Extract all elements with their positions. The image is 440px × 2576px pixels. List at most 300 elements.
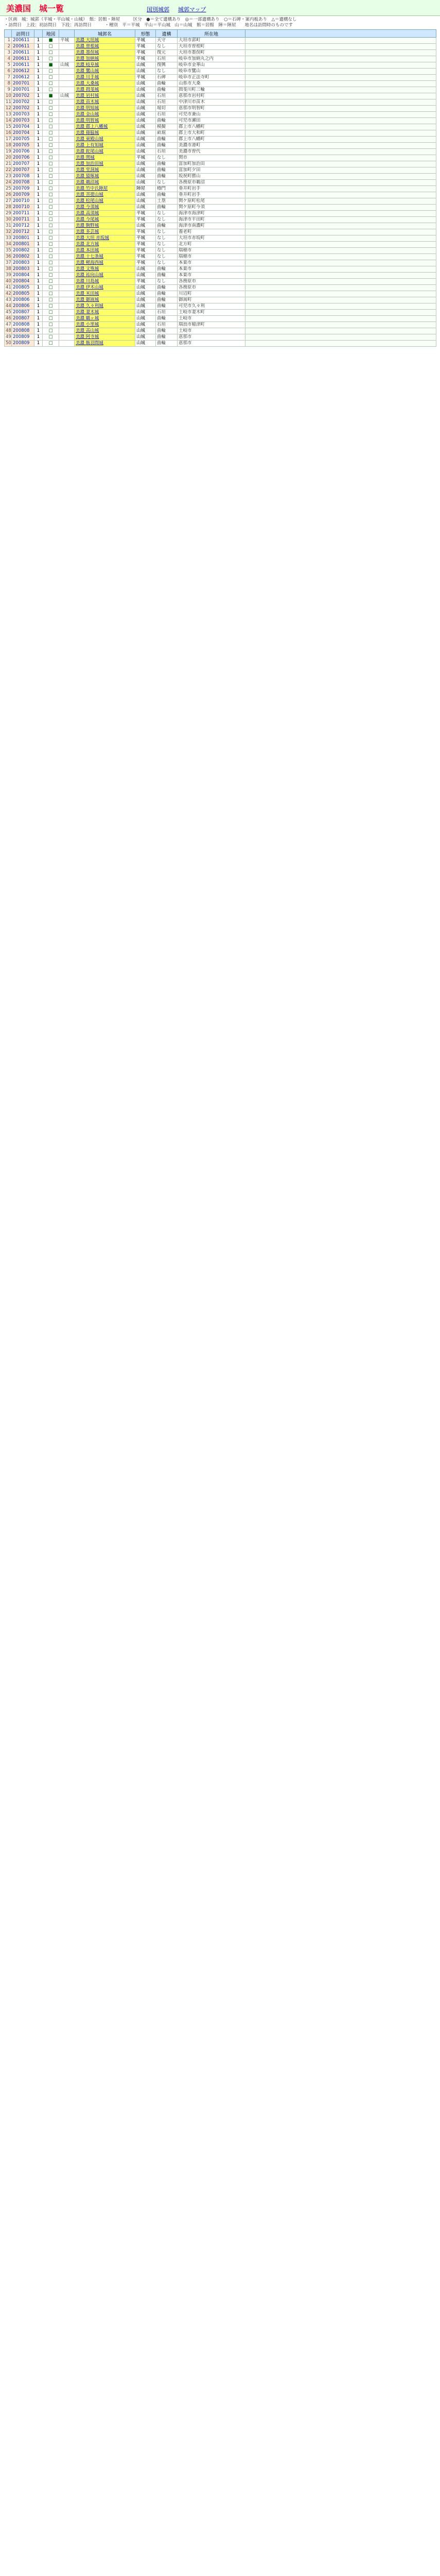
map-marker-icon[interactable]: □ — [43, 235, 59, 242]
map-marker-icon[interactable]: □ — [43, 69, 59, 75]
row-number: 28 — [5, 205, 12, 211]
extra-cell — [245, 93, 436, 99]
castle-name-link[interactable]: 美濃 今須城 — [75, 205, 135, 211]
map-marker-icon[interactable]: □ — [43, 106, 59, 112]
castle-name-link[interactable]: 美濃 大垣城 — [75, 38, 135, 44]
castle-name-link[interactable]: 美濃 川手城 — [75, 75, 135, 81]
castle-name-link[interactable]: 美濃 鷺山城 — [75, 69, 135, 75]
table-row — [5, 149, 436, 155]
castle-type: 山城 — [135, 316, 156, 322]
remains-cell: なし — [156, 248, 178, 254]
page-title: 美濃国 城一覧 — [6, 4, 64, 13]
table-row — [5, 285, 436, 291]
version-cell: 1 — [34, 38, 43, 44]
castle-type: 平城 — [135, 248, 156, 254]
castle-name-link[interactable]: 美濃 軽海西城 — [75, 260, 135, 266]
remains-cell: 曲輪 — [156, 273, 178, 279]
version-cell: 1 — [34, 205, 43, 211]
table-row — [5, 248, 436, 254]
map-marker-icon[interactable]: □ — [43, 310, 59, 316]
castle-name-link[interactable]: 美濃 猿啄城 — [75, 174, 135, 180]
map-marker-icon[interactable]: □ — [43, 217, 59, 223]
castle-type: 山城 — [135, 291, 156, 297]
extra-cell — [245, 223, 436, 229]
map-marker-icon[interactable]: □ — [43, 297, 59, 303]
version-cell: 1 — [34, 56, 43, 62]
table-row — [5, 44, 436, 50]
castle-name-link[interactable]: 美濃 小里城 — [75, 322, 135, 328]
table-row — [5, 273, 436, 279]
row-number: 8 — [5, 81, 12, 87]
category-cell — [59, 143, 75, 149]
row-number: 43 — [5, 297, 12, 303]
remains-cell: 石垣 — [156, 93, 178, 99]
version-cell: 1 — [34, 124, 43, 130]
extra-cell — [245, 167, 436, 174]
row-number: 37 — [5, 260, 12, 266]
castle-name-link[interactable]: 美濃 墨俣城 — [75, 50, 135, 56]
category-cell — [59, 180, 75, 186]
location-cell: 郡上市八幡町 — [178, 137, 245, 143]
castle-name-link[interactable]: 美濃 竹中氏陣屋 — [75, 186, 135, 192]
remains-cell: 曲輪 — [156, 87, 178, 93]
castle-type: 山城 — [135, 205, 156, 211]
table-row — [5, 161, 436, 167]
castle-name-link[interactable]: 美濃 本田城 — [75, 248, 135, 254]
castle-name-link[interactable]: 美濃 鉈尾山城 — [75, 149, 135, 155]
category-cell — [59, 303, 75, 310]
category-cell — [59, 161, 75, 167]
extra-cell — [245, 143, 436, 149]
extra-cell — [245, 44, 436, 50]
castle-name-link[interactable]: 美濃 松尾山城 — [75, 198, 135, 205]
visit-date: 200706 — [12, 149, 34, 155]
castle-type: 山城 — [135, 223, 156, 229]
visit-date: 200611 — [12, 50, 34, 56]
visit-date: 200807 — [12, 316, 34, 322]
remains-cell: 曲輪 — [156, 174, 178, 180]
map-marker-icon[interactable]: ■ — [43, 38, 59, 44]
location-cell: 岐阜市金華山 — [178, 62, 245, 69]
extra-cell — [245, 205, 436, 211]
version-cell: 1 — [34, 50, 43, 56]
visit-date: 200611 — [12, 44, 34, 50]
map-marker-icon[interactable]: □ — [43, 174, 59, 180]
category-cell — [59, 186, 75, 192]
visit-date: 200808 — [12, 322, 34, 328]
remains-cell: 曲輪 — [156, 341, 178, 347]
map-marker-icon[interactable]: □ — [43, 334, 59, 341]
extra-cell — [245, 75, 436, 81]
castle-name-link[interactable]: 美濃 今尾城 — [75, 217, 135, 223]
remains-cell: 石碑 — [156, 75, 178, 81]
map-marker-icon[interactable]: □ — [43, 130, 59, 137]
extra-cell — [245, 328, 436, 334]
remains-cell: なし — [156, 279, 178, 285]
row-number: 10 — [5, 93, 12, 99]
category-cell — [59, 297, 75, 303]
location-cell: 各務原市鵜沼 — [178, 180, 245, 186]
remains-cell: 土塁 — [156, 198, 178, 205]
castle-name-link[interactable]: 美濃 加納城 — [75, 56, 135, 62]
castle-name-link[interactable]: 美濃 関城 — [75, 155, 135, 161]
remains-cell: なし — [156, 260, 178, 266]
version-cell: 1 — [34, 180, 43, 186]
table-row — [5, 56, 436, 62]
version-cell: 1 — [34, 93, 43, 99]
remains-cell: なし — [156, 229, 178, 235]
visit-date: 200707 — [12, 167, 34, 174]
location-cell: 関ケ原町今須 — [178, 205, 245, 211]
extra-cell — [245, 260, 436, 266]
castle-name-link[interactable]: 美濃 揖斐城 — [75, 87, 135, 93]
castle-type: 平城 — [135, 235, 156, 242]
castle-name-link[interactable]: 美濃 苗木城 — [75, 99, 135, 106]
row-number: 3 — [5, 50, 12, 56]
table-row — [5, 341, 436, 347]
castle-name-link[interactable]: 美濃 米田城 — [75, 291, 135, 297]
castle-type: 平城 — [135, 75, 156, 81]
nav-link-prefecture-castles[interactable]: 国別城郭 — [147, 6, 169, 13]
version-cell: 1 — [34, 211, 43, 217]
map-marker-icon[interactable]: □ — [43, 229, 59, 235]
map-marker-icon[interactable]: □ — [43, 87, 59, 93]
castle-type: 山城 — [135, 341, 156, 347]
location-cell: 関市 — [178, 155, 245, 161]
table-row — [5, 112, 436, 118]
version-cell: 1 — [34, 75, 43, 81]
table-row — [5, 217, 436, 223]
category-cell — [59, 192, 75, 198]
map-marker-icon[interactable]: □ — [43, 223, 59, 229]
location-cell: 岐阜市正法寺町 — [178, 75, 245, 81]
category-cell — [59, 137, 75, 143]
castle-name-link[interactable]: 美濃 岩村城 — [75, 93, 135, 99]
map-marker-icon[interactable]: □ — [43, 180, 59, 186]
category-cell — [59, 124, 75, 130]
castle-name-link[interactable]: 美濃 妻木城 — [75, 310, 135, 316]
map-marker-icon[interactable]: ■ — [43, 93, 59, 99]
table-row — [5, 155, 436, 161]
map-marker-icon[interactable]: □ — [43, 99, 59, 106]
map-marker-icon[interactable]: □ — [43, 279, 59, 285]
legend-line-2: ・訪問日 上段：初訪問日 下段：再訪問日 ・種別 平＝平城 平山＝平山城 山＝山城 館＝居館 陣＝陣屋 地名は訪問時のものです — [4, 23, 293, 28]
map-marker-icon[interactable]: □ — [43, 341, 59, 347]
castle-name-link[interactable]: 美濃 十七条城 — [75, 254, 135, 260]
location-cell: 土岐市妻木町 — [178, 310, 245, 316]
extra-cell — [245, 81, 436, 87]
table-row — [5, 124, 436, 130]
castle-name-link[interactable]: 美濃 堂洞城 — [75, 167, 135, 174]
castle-name-link[interactable]: 美濃 上有知城 — [75, 143, 135, 149]
category-cell — [59, 167, 75, 174]
extra-cell — [245, 266, 436, 273]
remains-cell: 曲輪 — [156, 161, 178, 167]
map-marker-icon[interactable]: □ — [43, 205, 59, 211]
castle-name-link[interactable]: 美濃 郡上八幡城 — [75, 124, 135, 130]
category-cell — [59, 50, 75, 56]
table-row — [5, 291, 436, 297]
extra-cell — [245, 62, 436, 69]
map-marker-icon[interactable]: □ — [43, 118, 59, 124]
extra-cell — [245, 38, 436, 44]
castle-name-link[interactable]: 美濃 明智城 — [75, 118, 135, 124]
version-cell: 1 — [34, 87, 43, 93]
category-cell — [59, 174, 75, 180]
map-marker-icon[interactable]: □ — [43, 112, 59, 118]
castle-type: 平城 — [135, 155, 156, 161]
category-cell — [59, 328, 75, 334]
table-row — [5, 328, 436, 334]
extra-cell — [245, 285, 436, 291]
remains-cell: 復興 — [156, 62, 178, 69]
visit-date: 200706 — [12, 155, 34, 161]
row-number: 22 — [5, 167, 12, 174]
map-marker-icon[interactable]: □ — [43, 143, 59, 149]
map-marker-icon[interactable]: □ — [43, 50, 59, 56]
table-row — [5, 186, 436, 192]
extra-cell — [245, 316, 436, 322]
version-cell: 1 — [34, 279, 43, 285]
header-nav — [147, 5, 213, 13]
column-header-category — [59, 30, 75, 38]
castle-name-link[interactable]: 美濃 金山城 — [75, 112, 135, 118]
map-marker-icon[interactable]: □ — [43, 186, 59, 192]
map-marker-icon[interactable]: □ — [43, 44, 59, 50]
category-cell — [59, 130, 75, 137]
castle-type: 山城 — [135, 81, 156, 87]
castle-type: 平城 — [135, 38, 156, 44]
location-cell: 瑞浪市稲津町 — [178, 322, 245, 328]
remains-cell: 櫓門 — [156, 186, 178, 192]
castle-name-link[interactable]: 美濃 篠脇城 — [75, 130, 135, 137]
extra-cell — [245, 211, 436, 217]
location-cell: 可児市瀬田 — [178, 118, 245, 124]
location-cell: 恵那市岩村町 — [178, 93, 245, 99]
castle-name-link[interactable]: 美濃 久々利城 — [75, 303, 135, 310]
category-cell: 山城 — [59, 93, 75, 99]
column-header-castle-name: 城郭名 — [75, 30, 135, 38]
location-cell: 土岐市 — [178, 316, 245, 322]
castle-type: 山城 — [135, 174, 156, 180]
table-row — [5, 322, 436, 328]
map-marker-icon[interactable]: □ — [43, 285, 59, 291]
row-number: 50 — [5, 341, 12, 347]
remains-cell: 曲輪 — [156, 334, 178, 341]
row-number: 20 — [5, 155, 12, 161]
extra-cell — [245, 106, 436, 112]
castle-name-link[interactable]: 美濃 加治田城 — [75, 161, 135, 167]
category-cell — [59, 229, 75, 235]
row-number: 19 — [5, 149, 12, 155]
category-cell — [59, 118, 75, 124]
castle-name-link[interactable]: 美濃 菩提山城 — [75, 192, 135, 198]
location-cell: 大垣市墨俣町 — [178, 50, 245, 56]
castle-type: 平城 — [135, 242, 156, 248]
category-cell — [59, 248, 75, 254]
location-cell: 坂祝町勝山 — [178, 174, 245, 180]
castle-name-link[interactable]: 美濃 文殊城 — [75, 266, 135, 273]
castle-type: 山城 — [135, 87, 156, 93]
castle-type: 山城 — [135, 180, 156, 186]
map-marker-icon[interactable]: □ — [43, 328, 59, 334]
castle-type: 山城 — [135, 285, 156, 291]
castle-name-link[interactable]: 美濃 大桑城 — [75, 81, 135, 87]
map-marker-icon[interactable]: □ — [43, 81, 59, 87]
location-cell: 可児市久々利 — [178, 303, 245, 310]
visit-date: 200705 — [12, 137, 34, 143]
remains-cell: なし — [156, 242, 178, 248]
map-marker-icon[interactable]: □ — [43, 248, 59, 254]
map-marker-icon[interactable]: □ — [43, 291, 59, 297]
version-cell: 1 — [34, 322, 43, 328]
map-marker-icon[interactable]: ■ — [43, 62, 59, 69]
version-cell: 1 — [34, 44, 43, 50]
castle-name-link[interactable]: 美濃 東殿山城 — [75, 137, 135, 143]
category-cell — [59, 112, 75, 118]
table-row — [5, 334, 436, 341]
map-marker-icon[interactable]: □ — [43, 316, 59, 322]
castle-name-link[interactable]: 美濃 飯羽間城 — [75, 341, 135, 347]
castle-type: 平城 — [135, 56, 156, 62]
row-number: 25 — [5, 186, 12, 192]
remains-cell: 曲輪 — [156, 297, 178, 303]
location-cell: 大垣市郭町 — [178, 38, 245, 44]
location-cell: 各務原市 — [178, 285, 245, 291]
version-cell: 1 — [34, 334, 43, 341]
category-cell — [59, 273, 75, 279]
visit-date: 200803 — [12, 266, 34, 273]
remains-cell: 模擬 — [156, 124, 178, 130]
extra-cell — [245, 180, 436, 186]
row-number: 44 — [5, 303, 12, 310]
category-cell — [59, 242, 75, 248]
extra-cell — [245, 242, 436, 248]
extra-cell — [245, 334, 436, 341]
location-cell: 山県市大桑 — [178, 81, 245, 87]
map-marker-icon[interactable]: □ — [43, 254, 59, 260]
visit-date: 200804 — [12, 273, 34, 279]
visit-date: 200703 — [12, 118, 34, 124]
castle-name-link[interactable]: 美濃 伊木山城 — [75, 285, 135, 291]
row-number: 2 — [5, 44, 12, 50]
column-header-no — [5, 30, 12, 38]
row-number: 45 — [5, 310, 12, 316]
castle-type: 平城 — [135, 254, 156, 260]
castle-name-link[interactable]: 美濃 駒野城 — [75, 223, 135, 229]
castle-type: 山城 — [135, 334, 156, 341]
extra-cell — [245, 155, 436, 161]
map-marker-icon[interactable]: □ — [43, 273, 59, 279]
visit-date: 200707 — [12, 161, 34, 167]
castle-name-link[interactable]: 美濃 多芸城 — [75, 229, 135, 235]
map-marker-icon[interactable]: □ — [43, 167, 59, 174]
map-marker-icon[interactable]: □ — [43, 155, 59, 161]
castle-name-link[interactable]: 美濃 阿寺城 — [75, 334, 135, 341]
map-marker-icon[interactable]: □ — [43, 124, 59, 130]
category-cell — [59, 155, 75, 161]
category-cell: 山城 — [59, 62, 75, 69]
castle-name-link[interactable]: 美濃 高須城 — [75, 211, 135, 217]
category-cell — [59, 87, 75, 93]
remains-cell: 曲輪 — [156, 303, 178, 310]
version-cell: 1 — [34, 130, 43, 137]
map-marker-icon[interactable]: □ — [43, 149, 59, 155]
row-number: 27 — [5, 198, 12, 205]
location-cell: 瑞穂市 — [178, 248, 245, 254]
castle-name-link[interactable]: 美濃 大垣 赤坂城 — [75, 235, 135, 242]
castle-name-link[interactable]: 美濃 鶴ヶ城 — [75, 316, 135, 322]
remains-cell: 石垣 — [156, 310, 178, 316]
map-marker-icon[interactable]: □ — [43, 322, 59, 328]
remains-cell: 畝堀 — [156, 130, 178, 137]
remains-cell: 石垣 — [156, 149, 178, 155]
category-cell — [59, 310, 75, 316]
castle-name-link[interactable]: 美濃 岐阜城 — [75, 62, 135, 69]
castle-type: 山城 — [135, 322, 156, 328]
map-marker-icon[interactable]: □ — [43, 303, 59, 310]
map-marker-icon[interactable]: □ — [43, 266, 59, 273]
map-marker-icon[interactable]: □ — [43, 137, 59, 143]
remains-cell: 曲輪 — [156, 143, 178, 149]
map-marker-icon[interactable]: □ — [43, 211, 59, 217]
table-row — [5, 87, 436, 93]
extra-cell — [245, 279, 436, 285]
row-number: 16 — [5, 130, 12, 137]
castle-name-link[interactable]: 美濃 高山城 — [75, 328, 135, 334]
column-header-location: 所在地 — [178, 30, 245, 38]
castle-name-link[interactable]: 美濃 北方城 — [75, 242, 135, 248]
map-marker-icon[interactable]: □ — [43, 242, 59, 248]
version-cell: 1 — [34, 260, 43, 266]
row-number: 31 — [5, 223, 12, 229]
castle-name-link[interactable]: 美濃 御嵩城 — [75, 297, 135, 303]
location-cell: 恵那市明智町 — [178, 106, 245, 112]
version-cell: 1 — [34, 310, 43, 316]
map-marker-icon[interactable]: □ — [43, 161, 59, 167]
castle-name-link[interactable]: 美濃 川島城 — [75, 279, 135, 285]
row-number: 34 — [5, 242, 12, 248]
remains-cell: なし — [156, 211, 178, 217]
castle-name-link[interactable]: 美濃 祐向山城 — [75, 273, 135, 279]
row-number: 21 — [5, 161, 12, 167]
visit-date: 200702 — [12, 93, 34, 99]
map-marker-icon[interactable]: □ — [43, 260, 59, 266]
castle-table — [4, 29, 436, 347]
map-marker-icon[interactable]: □ — [43, 75, 59, 81]
map-marker-icon[interactable]: □ — [43, 198, 59, 205]
extra-cell — [245, 303, 436, 310]
remains-cell: 曲輪 — [156, 205, 178, 211]
nav-link-castle-map[interactable]: 城郭マップ — [178, 6, 206, 13]
extra-cell — [245, 124, 436, 130]
visit-date: 200712 — [12, 229, 34, 235]
table-row — [5, 130, 436, 137]
map-marker-icon[interactable]: □ — [43, 56, 59, 62]
category-cell — [59, 217, 75, 223]
castle-name-link[interactable]: 美濃 明知城 — [75, 106, 135, 112]
row-number: 7 — [5, 75, 12, 81]
visit-date: 200802 — [12, 248, 34, 254]
row-number: 42 — [5, 291, 12, 297]
remains-cell: なし — [156, 254, 178, 260]
castle-name-link[interactable]: 美濃 曽根城 — [75, 44, 135, 50]
castle-name-link[interactable]: 美濃 鵜沼城 — [75, 180, 135, 186]
version-cell: 1 — [34, 155, 43, 161]
castle-type: 山城 — [135, 303, 156, 310]
category-cell — [59, 266, 75, 273]
map-marker-icon[interactable]: □ — [43, 192, 59, 198]
